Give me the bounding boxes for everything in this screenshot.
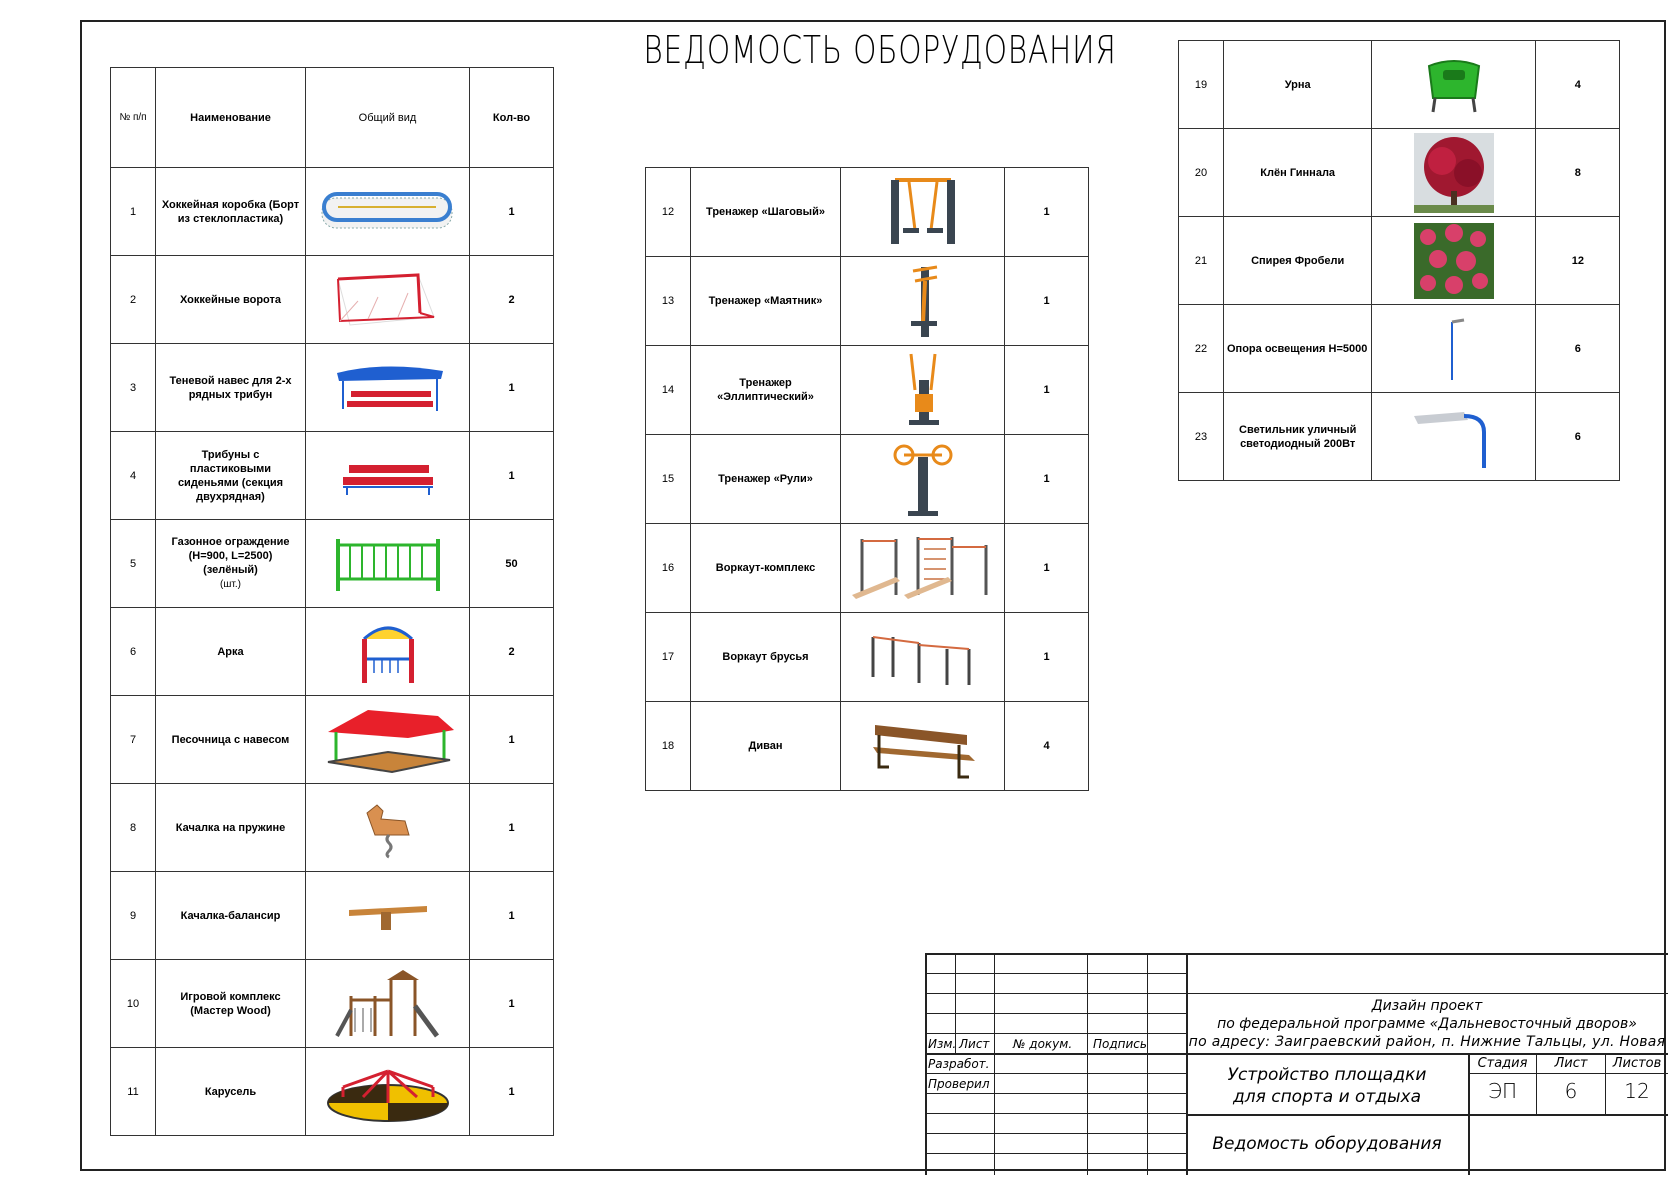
row-num: 5 [111, 520, 156, 608]
row-num: 1 [111, 168, 156, 256]
row-name: Клён Гиннала [1224, 129, 1372, 217]
table-row [111, 168, 554, 256]
row-qty: 1 [1005, 435, 1089, 524]
row-name: Теневой навес для 2-х рядных трибун [156, 344, 306, 432]
row-num: 23 [1179, 393, 1224, 481]
row-name: Опора освещения H=5000 [1224, 305, 1372, 393]
equipment-table-right [1178, 40, 1620, 481]
play-complex-icon [333, 966, 443, 1042]
hockey-rink-icon [318, 182, 458, 242]
row-num: 7 [111, 696, 156, 784]
row-qty: 1 [470, 1048, 554, 1136]
project-line-2: по федеральной программе «Дальневосточный дворов» [1217, 1016, 1637, 1032]
table-row [646, 702, 1089, 791]
table-row [1179, 217, 1620, 305]
equipment-table-middle [645, 167, 1089, 791]
row-name: Спирея Фробели [1224, 217, 1372, 305]
row-name-text: Газонное ограждение (H=900, L=2500) (зелёный) [171, 536, 290, 576]
step-trainer-icon [873, 174, 973, 250]
row-name: Карусель [156, 1048, 306, 1136]
table-row [111, 256, 554, 344]
table-row [111, 432, 554, 520]
col-doc-label: № докум. [1013, 1037, 1073, 1051]
row-qty: 1 [1005, 257, 1089, 346]
table-row [1179, 129, 1620, 217]
row-image [841, 346, 1005, 435]
row-qty: 2 [470, 256, 554, 344]
row-num: 6 [111, 608, 156, 696]
sheet-title: ВЕДОМОСТЬ ОБОРУДОВАНИЯ [643, 28, 1117, 72]
table-row [111, 344, 554, 432]
row-name: Урна [1224, 41, 1372, 129]
row-image [306, 344, 470, 432]
row-num: 14 [646, 346, 691, 435]
row-name: Тренажер «Маятник» [691, 257, 841, 346]
equipment-table-left [110, 67, 554, 1136]
table-row [111, 520, 554, 608]
row-qty: 1 [470, 168, 554, 256]
row-num: 17 [646, 613, 691, 702]
row-image [306, 872, 470, 960]
row-image [306, 256, 470, 344]
object-line-1: Устройство площадки [1227, 1065, 1427, 1085]
table-row [111, 608, 554, 696]
object-line-2: для спорта и отдыха [1232, 1087, 1422, 1107]
row-name: Тренажер «Эллиптический» [691, 346, 841, 435]
light-pole-icon [1434, 314, 1474, 384]
col-izm-label: Изм. [928, 1037, 957, 1051]
row-num: 4 [111, 432, 156, 520]
wheel-trainer-icon [888, 439, 958, 519]
row-num: 11 [111, 1048, 156, 1136]
table-row [111, 696, 554, 784]
row-qty: 1 [470, 344, 554, 432]
row-qty: 1 [1005, 168, 1089, 257]
row-num: 16 [646, 524, 691, 613]
row-name: Хоккейная коробка (Борт из стеклопластика) [156, 168, 306, 256]
row-image [1372, 393, 1536, 481]
row-name: Тренажер «Рули» [691, 435, 841, 524]
row-name: Песочница с навесом [156, 696, 306, 784]
row-image [306, 168, 470, 256]
row-qty: 4 [1536, 41, 1620, 129]
row-qty: 6 [1536, 393, 1620, 481]
row-image [306, 520, 470, 608]
bench-icon [863, 711, 983, 781]
row-unit: (шт.) [220, 579, 241, 590]
table-row [1179, 41, 1620, 129]
row-qty: 1 [1005, 346, 1089, 435]
sheets-label: Листов [1612, 1056, 1662, 1071]
table-row [646, 435, 1089, 524]
table-row [646, 613, 1089, 702]
row-qty: 1 [470, 432, 554, 520]
row-image [306, 608, 470, 696]
table-row [1179, 305, 1620, 393]
row-image [841, 613, 1005, 702]
row-num: 19 [1179, 41, 1224, 129]
table-row [111, 960, 554, 1048]
parallel-bars-icon [863, 627, 983, 687]
row-name: Тренажер «Шаговый» [691, 168, 841, 257]
table-header-row [111, 68, 554, 168]
seesaw-icon [343, 896, 433, 936]
row-qty: 50 [470, 520, 554, 608]
row-qty: 1 [1005, 613, 1089, 702]
table-row [646, 346, 1089, 435]
row-image [841, 435, 1005, 524]
sheet-label: Лист [1554, 1056, 1588, 1071]
arch-icon [348, 617, 428, 687]
table-row [111, 872, 554, 960]
row-num: 12 [646, 168, 691, 257]
row-num: 18 [646, 702, 691, 791]
row-qty: 12 [1536, 217, 1620, 305]
row-qty: 1 [470, 784, 554, 872]
row-name: Игровой комплекс (Мастер Wood) [156, 960, 306, 1048]
sandbox-icon [318, 702, 458, 778]
row-num: 22 [1179, 305, 1224, 393]
row-num: 15 [646, 435, 691, 524]
sheets-value: 12 [1624, 1079, 1650, 1103]
maple-tree-icon [1414, 133, 1494, 213]
row-qty: 1 [470, 696, 554, 784]
workout-complex-icon [848, 529, 998, 607]
trash-bin-icon [1409, 52, 1499, 118]
row-name: Трибуны с пластиковыми сиденьями (секция двухрядная) [156, 432, 306, 520]
stage-value: ЭП [1487, 1079, 1517, 1103]
row-name: Диван [691, 702, 841, 791]
row-image [841, 168, 1005, 257]
row-num: 13 [646, 257, 691, 346]
row-image [841, 702, 1005, 791]
table-row [1179, 393, 1620, 481]
spirea-shrub-icon [1414, 223, 1494, 299]
row-num: 10 [111, 960, 156, 1048]
row-image [306, 960, 470, 1048]
row-qty: 1 [1005, 524, 1089, 613]
checked-by-label: Проверил [928, 1077, 990, 1091]
row-name: Светильник уличный светодиодный 200Вт [1224, 393, 1372, 481]
table-row [646, 257, 1089, 346]
pendulum-trainer-icon [893, 261, 953, 341]
row-num: 21 [1179, 217, 1224, 305]
title-block [925, 953, 1668, 1175]
header-qty: Кол-во [470, 68, 554, 168]
header-num: № п/п [111, 68, 156, 168]
table-row [111, 1048, 554, 1136]
row-image [841, 524, 1005, 613]
street-lamp-icon [1404, 402, 1504, 472]
hockey-goal-icon [328, 267, 448, 333]
row-num: 2 [111, 256, 156, 344]
carousel-icon [323, 1057, 453, 1127]
row-name: Воркаут-комплекс [691, 524, 841, 613]
row-num: 8 [111, 784, 156, 872]
project-line-1: Дизайн проект [1371, 998, 1483, 1014]
table-row [646, 168, 1089, 257]
row-qty: 2 [470, 608, 554, 696]
header-view: Общий вид [306, 68, 470, 168]
row-image [1372, 305, 1536, 393]
lawn-fence-icon [328, 531, 448, 597]
row-image [841, 257, 1005, 346]
table-row [646, 524, 1089, 613]
row-num: 20 [1179, 129, 1224, 217]
row-image [306, 432, 470, 520]
row-name: Хоккейные ворота [156, 256, 306, 344]
header-name: Наименование [156, 68, 306, 168]
row-name: Качалка-балансир [156, 872, 306, 960]
row-image [1372, 217, 1536, 305]
project-line-3: по адресу: Заиграевский район, п. Нижние Тальцы, ул. Новая [1188, 1034, 1666, 1050]
spring-rider-icon [353, 795, 423, 861]
row-qty: 4 [1005, 702, 1089, 791]
row-image [306, 784, 470, 872]
row-qty: 1 [470, 960, 554, 1048]
row-name [156, 520, 306, 608]
row-qty: 8 [1536, 129, 1620, 217]
shade-canopy-icon [323, 355, 453, 421]
row-qty: 6 [1536, 305, 1620, 393]
stage-label: Стадия [1477, 1056, 1528, 1071]
sheet-value: 6 [1564, 1079, 1578, 1103]
row-image [306, 1048, 470, 1136]
row-qty: 1 [470, 872, 554, 960]
bleachers-icon [333, 451, 443, 501]
row-image [1372, 41, 1536, 129]
table-row [111, 784, 554, 872]
row-name: Арка [156, 608, 306, 696]
row-image [306, 696, 470, 784]
row-num: 3 [111, 344, 156, 432]
elliptical-trainer-icon [893, 350, 953, 430]
row-name: Воркаут брусья [691, 613, 841, 702]
row-name: Качалка на пружине [156, 784, 306, 872]
drawing-name: Ведомость оборудования [1212, 1134, 1442, 1154]
col-list-label: Лист [959, 1037, 990, 1051]
col-sign-label: Подпись [1093, 1037, 1147, 1051]
row-image [1372, 129, 1536, 217]
row-num: 9 [111, 872, 156, 960]
developed-by-label: Разработ. [928, 1057, 990, 1071]
